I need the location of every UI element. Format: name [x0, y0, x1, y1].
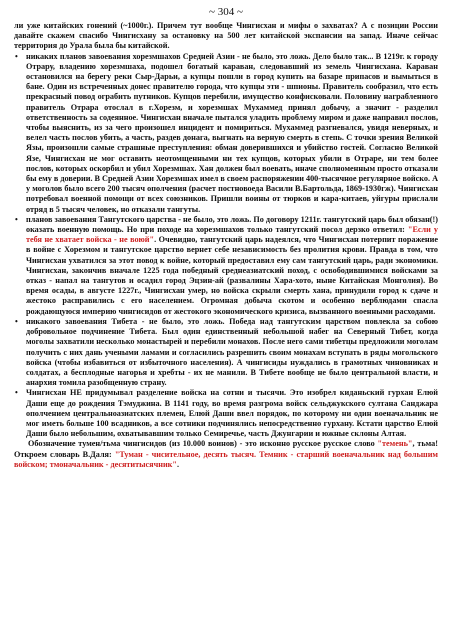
closing-text-mid: , тьма! Откроем словарь В.Даля: [14, 439, 438, 459]
page-number: ~ 304 ~ [209, 6, 243, 18]
bullet-icon: • [15, 214, 18, 224]
list-item-text: Чингисхан НЕ придумывал разделение войска на сотни и тысячи. Это изобрел киданьский гурхан Елюй Даши еще до рождения Тэмуджина. В 1141 году, во время разгрома войск сельджукского султана Санджара ополчением центральноазиатских племен, Елюй Даши ввел порядок, по которому ни один военачальник не мог иметь больше 100 всадников, а все сотники подчинялись непосредственно гурхану. Кстати царство Елюй Даши было небольшим, охватывавшим только Семиречье, часть Джунгарии и южные склоны Алтая. [26, 388, 438, 439]
closing-text-end: . [176, 459, 179, 469]
quote-text: "Если у тебя не хватает войска - не воюй" [26, 225, 438, 245]
body-text [14, 21, 438, 470]
list-item-text-continued: . Очевидно, тангутский царь надеялся, что Чингисхан потерпит поражение в войне с Хорезмом и тангутское царство вернет себе независимость без пролития крови. Правда в том, что Чингисхан ухватился за этот повод к войне, который предоставил ему сам тангутский царь, ради экономики. Чингисхан, закончив вначале 1225 года победный среднеазиатский поход, с освободившимися войсками за отказ - напал на тангутов и осадил город Эцзин-ай (развалины Хара-хото, ныне Китайская Монголия). Во время осады, в августе 1227г., Чингисхан умер, но войска скрыли смерть хана, принудили город к сдаче и жестоко расправились с его населением. Огромная добыча скотом и особенно верблюдами спасла рождающуюся империю чингисидов от жестокого экономического кризиса, вызванного военными расходами. [26, 235, 438, 316]
intro-paragraph: ли уже китайских гонений (~1000г.). Причем тут вообще Чингисхан и мифы о захватах? А с позиции России давайте скажем спасибо Чингисхану за остановку на 500 лет китайской экспансии на запад. Иначе сейчас территория до Урала была бы китайской. [14, 21, 438, 51]
closing-paragraph [14, 439, 438, 470]
list-item [14, 388, 438, 439]
list-item [14, 52, 438, 215]
dictionary-quote: "Туман - чисительное, десять тысяч. Темник - старший военачальник над большим войском; тмоначальник - десятитысячник" [14, 449, 438, 469]
bullet-icon: • [15, 51, 18, 61]
list-item [14, 215, 438, 317]
bullet-list [14, 52, 438, 440]
list-item-text: никакого завоевания Тибета - не было, это ложь. Победа над тангутским царством повлекла за собою добровольное подчинение Тибета. Был один единственный небольшой набег на Северный Тибет, когда моголы захватили несколько монастырей и перебили монахов. После него сами тибетцы предложили моголам получить с них дань учеными ламами и согласились разрешить своим монахам вступать в ряды могольского войска (чтобы избавиться от избыточного населения). А чингисиды нуждались в грамотных чиновниках и солдатах, а бесплодные нагорья и хребты - их не манили. В Тибете вообще не было центральной власти, и анархия томила разобщенную страну. [26, 316, 438, 388]
list-item [14, 317, 438, 388]
closing-text: Обозначение тумен/тьма чингисидов (из 10.000 воинов) - это исконно русское русское слово [28, 439, 378, 449]
bullet-icon: • [15, 316, 18, 326]
list-item-text: планов завоевания Тангутского царства - не было, это ложь. По договору 1211г. тангутский царь был обязан(!) оказать военную помощь. Но при походе на хорезмшахов только тангутский посол дерзко ответил: [26, 214, 438, 235]
quote-text: "темень" [377, 439, 413, 449]
list-item-text: никаких планов завоевания хорезмшахов Средней Азии - не было, это ложь. Дело было так... В 1219г. к городу Отрару, владению хорезмшаха, подошел богатый караван, следовавший из земель Чингисхана. Караван остановился на берегу реки Сыр-Дарьи, а купцы пошли в город купить на базаре припасов и вымыться в бане. Один из встреченных донес правителю города, что купцы эти - шпионы. Правитель сообразил, что есть прекрасный повод ограбить путников. Купцов перебили, имущество конфисковали. Половину награбленного правитель Отрара отослал в г.Хорезм, и хорезмшах Мухаммед принял добычу, а значит - разделил ответственность за содеянное. Чингисхан вначале пытался уладить проблему миром и даже направил послов, чтобы выяснить, из за чего произошел инцидент и помириться. Мухаммед разгневался, увидя неверных, и велел часть послов убить, а часть, раздев донага, выгнать на верную смерть в степь. С точки зрения Великой Язы, произошли самые страшные преступления: обман доверившихся и убийство гостей. Согласно Великой Язе, Чингисхан не мог оставить неотомщенными ни тех купцов, которых убили в Отраре, ни тем более послов, которых оскорбил и убил Хорезмшах. Хан должен был воевать, иначе сполноменным просто отказали бы ему в доверии. В Средней Азии Хорезмшах имел в своем распоряжении 400-тысячное регулярное войско. А у моголов было всего 200 тысяч ополчения (расчет постновоеда Васили В.Бартольда, 1869-1930гж). Чингисхан потребовал военной помощи от всех союзников. Пришли воины от тюрков и кара-китаев, уйгуры прислали отряд в 5 тысяч человек, но отказали тангуты. [26, 51, 438, 214]
bullet-icon: • [15, 388, 18, 398]
